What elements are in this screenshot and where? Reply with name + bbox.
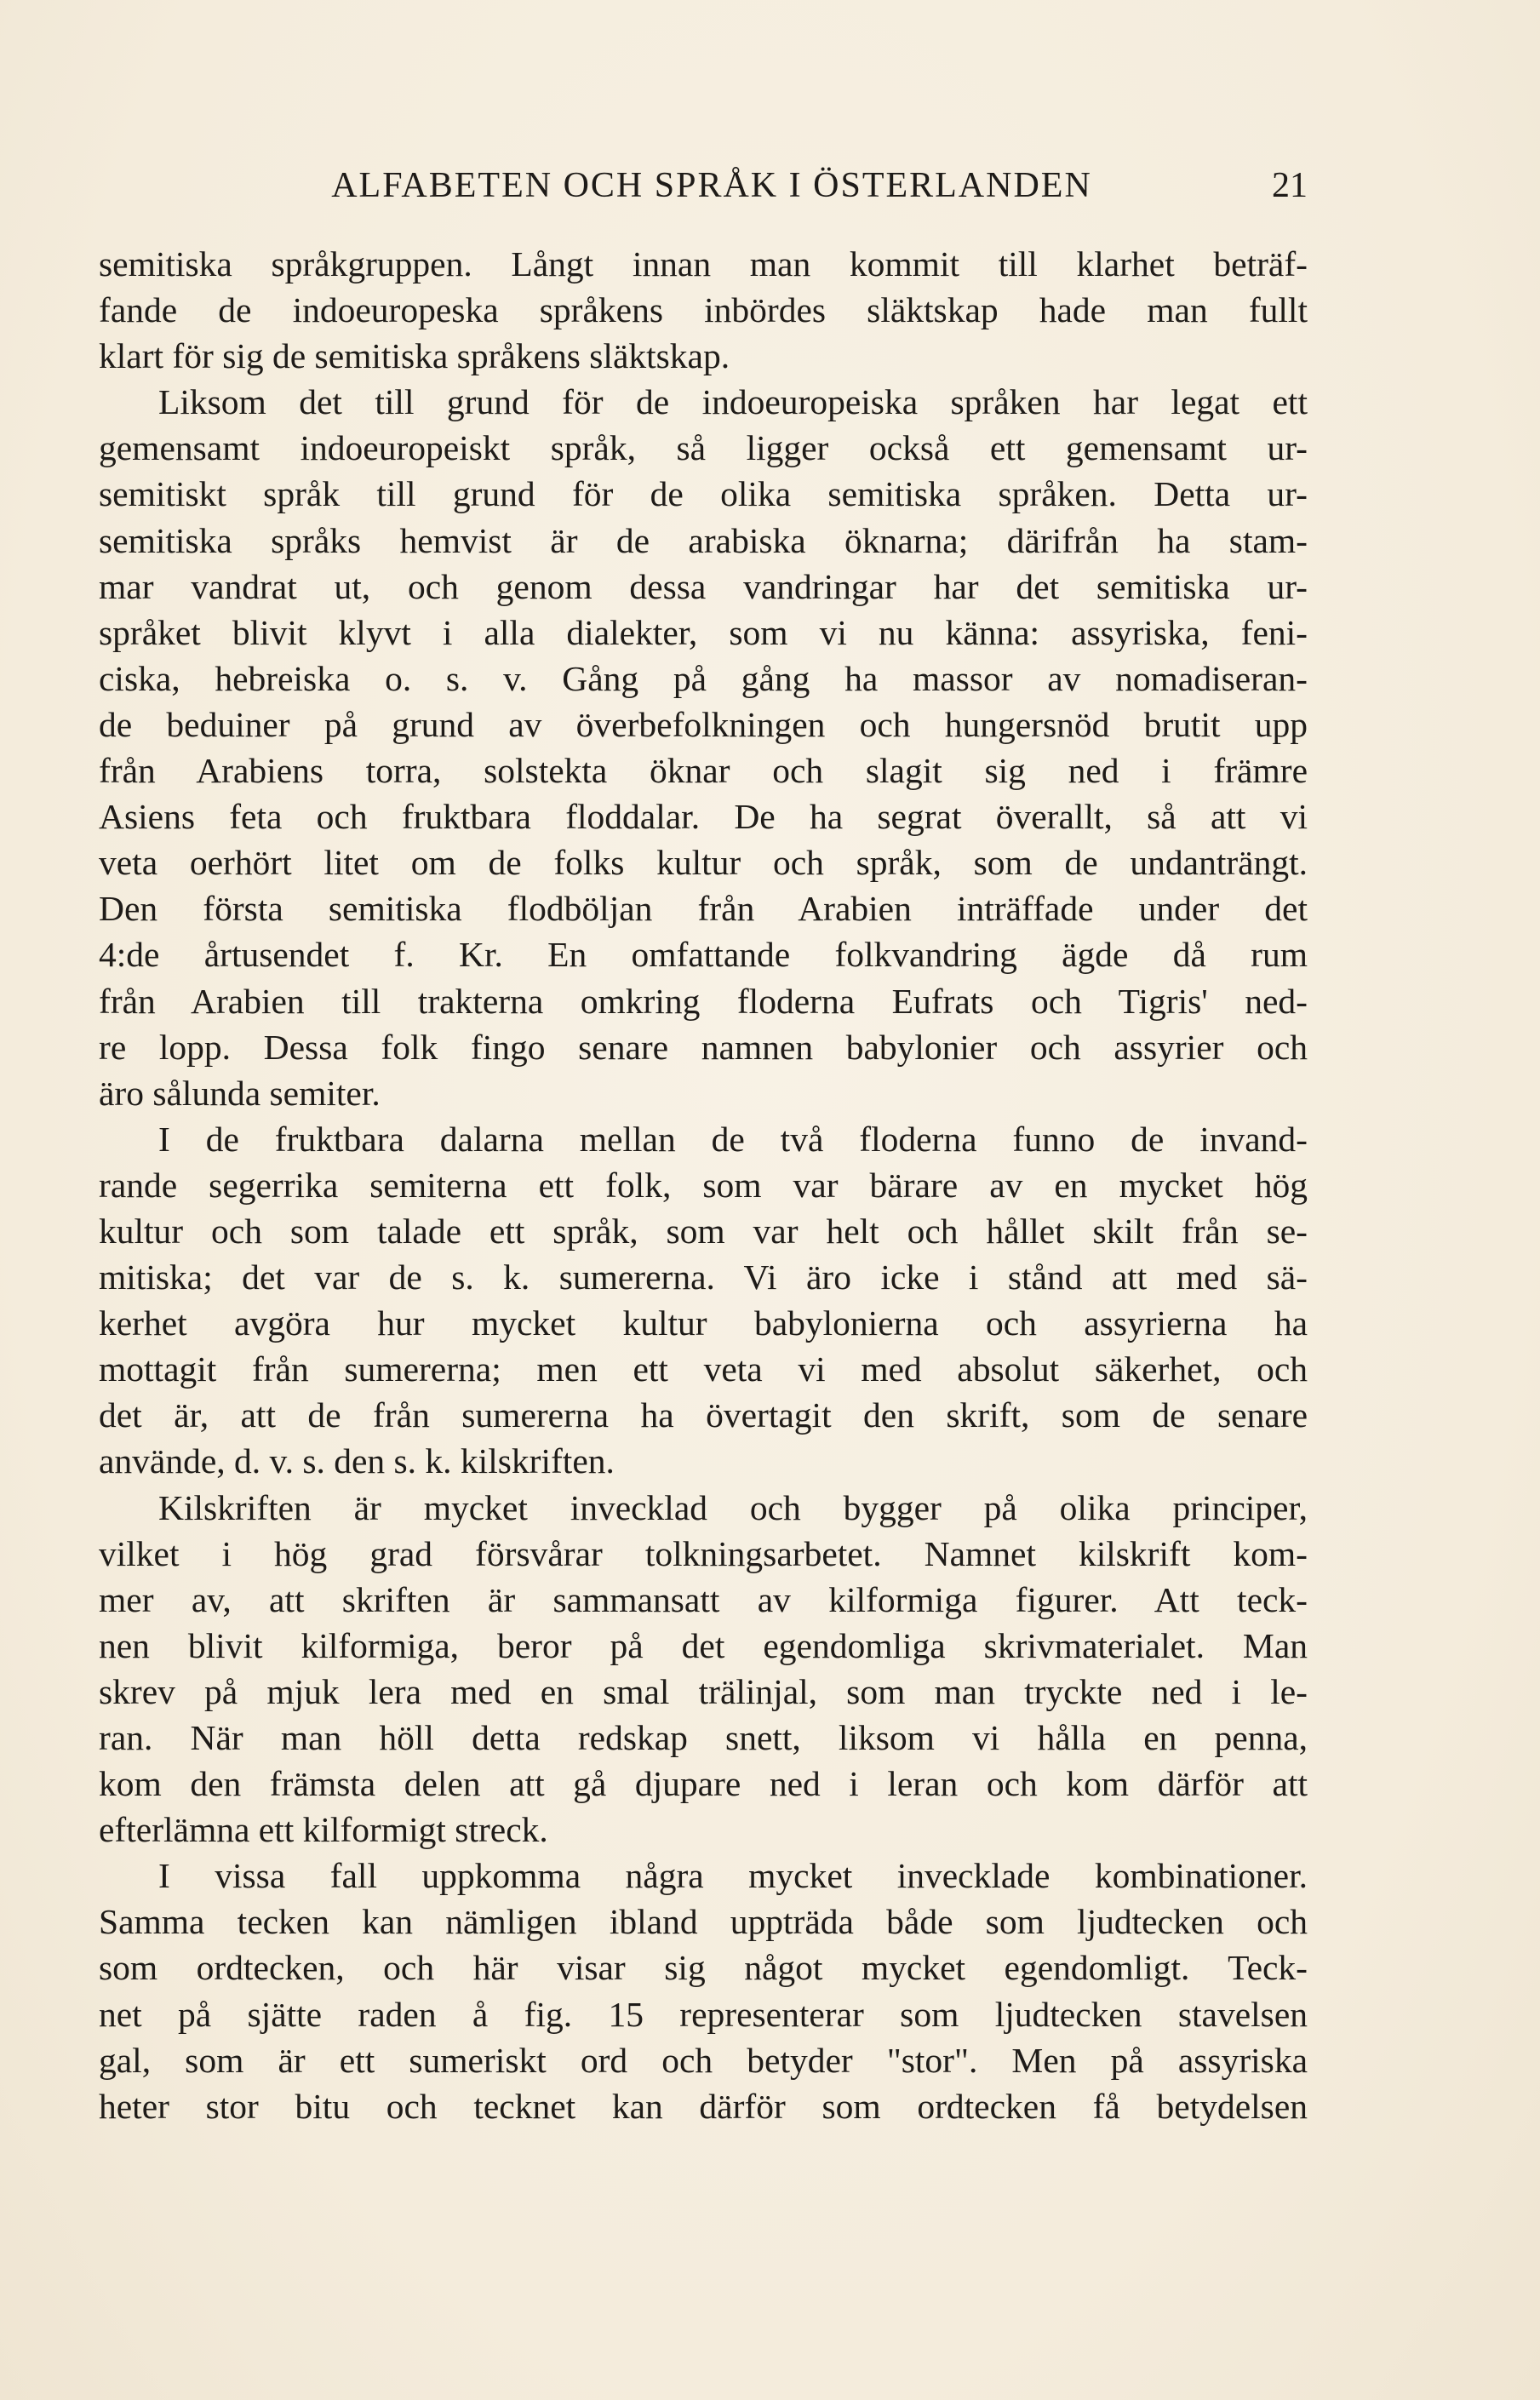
text-line: Kilskriften är mycket invecklad och bygger på olika principer, (158, 1487, 1308, 1527)
text-line: semitiska språkgruppen. Långt innan man kommit till klarhet beträf- (99, 244, 1308, 284)
text-line: från Arabiens torra, solstekta öknar och slagit sig ned i främre (99, 751, 1308, 791)
text-line: mitiska; det var de s. k. sumererna. Vi äro icke i stånd att med sä- (99, 1257, 1308, 1297)
text-line: ciska, hebreiska o. s. v. Gång på gång ha massor av nomadiseran- (99, 658, 1308, 698)
text-line: nen blivit kilformiga, beror på det egendomliga skrivmaterialet. Man (99, 1625, 1308, 1665)
text-line: skrev på mjuk lera med en smal trälinjal, som man tryckte ned i le- (99, 1671, 1308, 1711)
text-line: kerhet avgöra hur mycket kultur babylonierna och assyrierna ha (99, 1303, 1308, 1343)
text-line: det är, att de från sumererna ha övertagit den skrift, som de senare (99, 1395, 1308, 1435)
text-line: språket blivit klyvt i alla dialekter, som vi nu känna: assyriska, feni- (99, 612, 1308, 652)
text-line: klart för sig de semitiska språkens släktskap. (99, 336, 730, 376)
text-line: semitiskt språk till grund för de olika semitiska språken. Detta ur- (99, 474, 1308, 514)
body-text (99, 241, 1308, 2129)
text-line: som ordtecken, och här visar sig något mycket egendomligt. Teck- (99, 1948, 1308, 1988)
text-line: gal, som är ett sumeriskt ord och betyder "stor". Men på assyriska (99, 2040, 1308, 2080)
text-line: kultur och som talade ett språk, som var helt och hållet skilt från se- (99, 1211, 1308, 1251)
text-line: kom den främsta delen att gå djupare ned i leran och kom därför att (99, 1764, 1308, 1804)
text-line: mar vandrat ut, och genom dessa vandringar har det semitiska ur- (99, 566, 1308, 606)
text-line: Den första semitiska flodböljan från Arabien inträffade under det (99, 889, 1308, 929)
text-line: re lopp. Dessa folk fingo senare namnen babylonier och assyrier och (99, 1027, 1308, 1067)
text-line: 4:de årtusendet f. Kr. En omfattande folkvandring ägde då rum (99, 935, 1308, 975)
text-line: net på sjätte raden å fig. 15 representerar som ljudtecken stavelsen (99, 1994, 1308, 2034)
text-line: efterlämna ett kilformigt streck. (99, 1810, 548, 1850)
text-line: I de fruktbara dalarna mellan de två floderna funno de invand- (158, 1119, 1308, 1159)
text-line: Asiens feta och fruktbara floddalar. De ha segrat överallt, så att vi (99, 797, 1308, 837)
text-line: Samma tecken kan nämligen ibland uppträda både som ljudtecken och (99, 1902, 1308, 1942)
text-line: ran. När man höll detta redskap snett, liksom vi hålla en penna, (99, 1718, 1308, 1757)
text-line: vilket i hög grad försvårar tolkningsarbetet. Namnet kilskrift kom- (99, 1533, 1308, 1573)
page-header (99, 160, 1308, 211)
text-line: mer av, att skriften är sammansatt av kilformiga figurer. Att teck- (99, 1579, 1308, 1619)
text-line: semitiska språks hemvist är de arabiska öknarna; därifrån ha stam- (99, 520, 1308, 560)
text-line: I vissa fall uppkomma några mycket invecklade kombinationer. (158, 1856, 1308, 1896)
text-line: använde, d. v. s. den s. k. kilskriften. (99, 1441, 615, 1481)
page-number: 21 (1272, 166, 1308, 205)
text-line: de beduiner på grund av överbefolkningen och hungersnöd brutit upp (99, 704, 1308, 744)
text-line: rande segerrika semiterna ett folk, som var bärare av en mycket hög (99, 1165, 1308, 1205)
text-line: gemensamt indoeuropeiskt språk, så ligger också ett gemensamt ur- (99, 428, 1308, 468)
text-line: fande de indoeuropeska språkens inbördes släktskap hade man fullt (99, 290, 1308, 330)
running-title: ALFABETEN OCH SPRÅK I ÖSTERLANDEN (331, 166, 1092, 205)
text-line: heter stor bitu och tecknet kan därför som ordtecken få betydelsen (99, 2086, 1308, 2126)
text-line: mottagit från sumererna; men ett veta vi med absolut säkerhet, och (99, 1349, 1308, 1389)
text-line: från Arabien till trakterna omkring floderna Eufrats och Tigris' ned- (99, 981, 1308, 1021)
text-line: äro sålunda semiter. (99, 1073, 381, 1113)
text-line: veta oerhört litet om de folks kultur och språk, som de undanträngt. (99, 843, 1308, 883)
text-line: Liksom det till grund för de indoeuropeiska språken har legat ett (158, 382, 1308, 422)
